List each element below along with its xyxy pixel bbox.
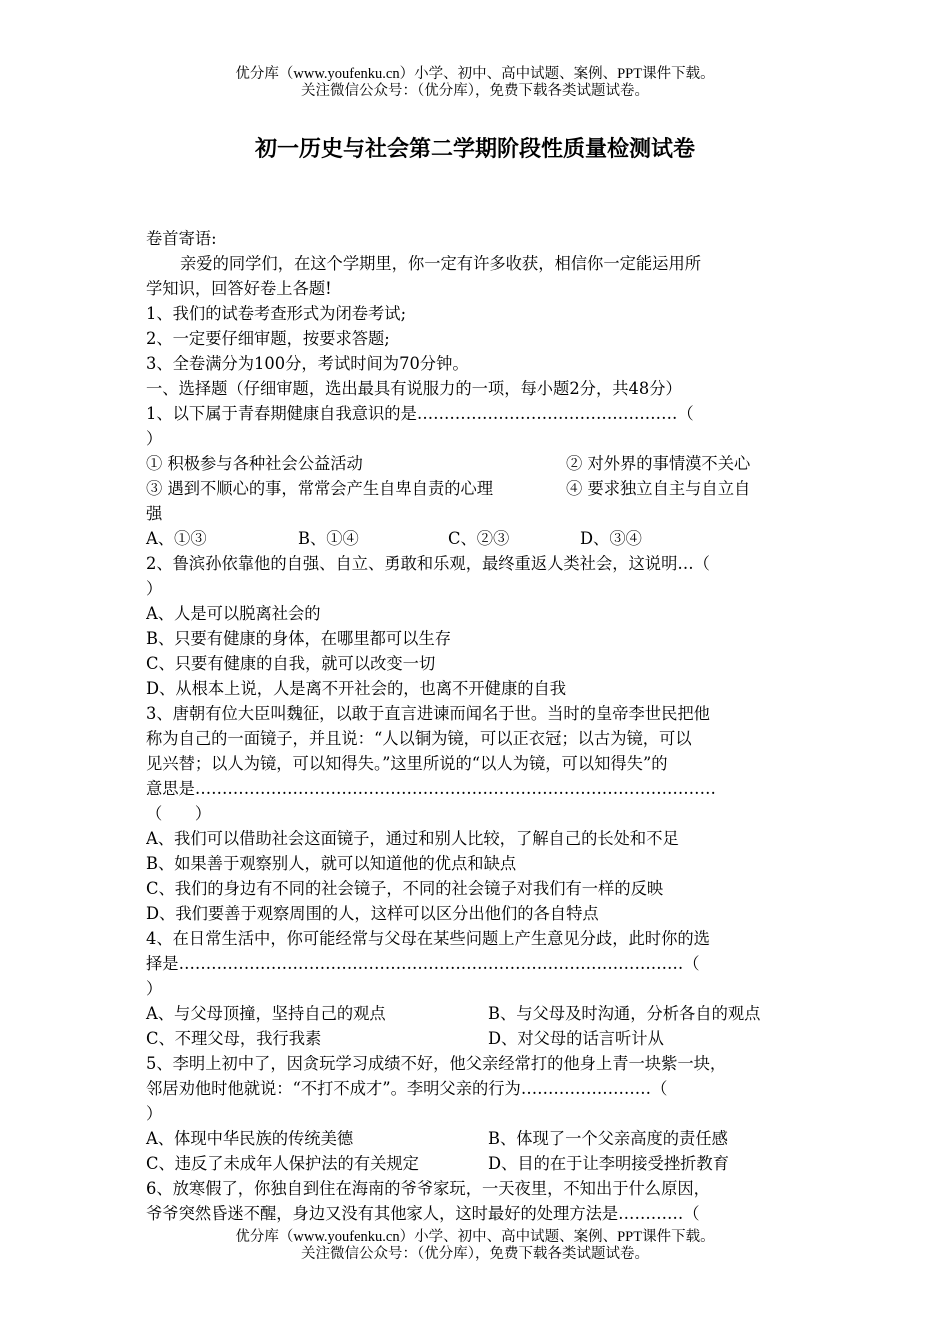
q3-option-b: B、如果善于观察别人，就可以知道他的优点和缺点 xyxy=(146,854,517,873)
q3-stem-line-5: （ ） xyxy=(146,804,212,823)
q3-option-a: A、我们可以借助社会这面镜子，通过和别人比较，了解自己的长处和不足 xyxy=(146,829,679,848)
q5-option-a: A、体现中华民族的传统美德 xyxy=(146,1129,354,1148)
q4-stem-line-1: 4、在日常生活中，你可能经常与父母在某些问题上产生意见分歧，此时你的选 xyxy=(146,929,710,948)
q1-stem-end: ） xyxy=(146,429,163,448)
intro-paragraph-line-2: 学知识，回答好卷上各题! xyxy=(146,279,332,298)
q6-stem-line-2: 爷爷突然昏迷不醒，身边又没有其他家人，这时最好的处理方法是…………（ xyxy=(146,1204,700,1223)
intro-paragraph-line-1: 亲爱的同学们，在这个学期里，你一定有许多收获，相信你一定能运用所 xyxy=(180,254,702,273)
q1-option-d: D、③④ xyxy=(580,529,642,548)
q4-stem-line-2: 择是…………………………………………………………………………………（ xyxy=(146,954,700,973)
q4-stem-line-3: ） xyxy=(146,979,163,998)
q1-stem: 1、以下属于青春期健康自我意识的是…………………………………………（ xyxy=(146,404,694,423)
q3-stem-line-2: 称为自己的一面镜子，并且说：“人以铜为镜，可以正衣冠；以古为镜，可以 xyxy=(146,729,692,748)
q5-option-b: B、体现了一个父亲高度的责任感 xyxy=(488,1129,728,1148)
q1-option-c: C、②③ xyxy=(448,529,510,548)
q1-item-3: ③ 遇到不顺心的事，常常会产生自卑自责的心理 xyxy=(146,479,494,498)
q5-option-d: D、目的在于让李明接受挫折教育 xyxy=(488,1154,729,1173)
q2-stem-end: ） xyxy=(146,579,163,598)
q1-items-row-1 xyxy=(146,451,814,476)
rule-3: 3、全卷满分为100分，考试时间为70分钟。 xyxy=(146,354,469,373)
q5-stem-line-2: 邻居劝他时他就说：“不打不成才”。李明父亲的行为……………………（ xyxy=(146,1079,668,1098)
q5-options-row-2 xyxy=(146,1151,814,1176)
q1-items-row-2 xyxy=(146,476,814,501)
q1-item-1: ① 积极参与各种社会公益活动 xyxy=(146,454,363,473)
q2-option-d: D、从根本上说，人是离不开社会的，也离不开健康的自我 xyxy=(146,679,567,698)
rule-1: 1、我们的试卷考查形式为闭卷考试; xyxy=(146,304,407,323)
q1-option-a: A、①③ xyxy=(146,529,207,548)
q4-options-row-1 xyxy=(146,1001,814,1026)
q3-stem-line-3: 见兴替；以人为镜，可以知得失。”这里所说的“以人为镜，可以知得失”的 xyxy=(146,754,668,773)
q4-option-c: C、不理父母，我行我素 xyxy=(146,1029,322,1048)
rule-2: 2、一定要仔细审题，按要求答题; xyxy=(146,329,390,348)
page-title: 初一历史与社会第二学期阶段性质量检测试卷 xyxy=(254,137,695,162)
q2-option-b: B、只要有健康的身体，在哪里都可以生存 xyxy=(146,629,452,648)
page-header xyxy=(0,66,950,100)
page-footer xyxy=(0,1229,950,1263)
footer-line-2: 关注微信公众号：（优分库），免费下载各类试题试卷。 xyxy=(301,1246,649,1262)
q4-option-b: B、与父母及时沟通，分析各自的观点 xyxy=(488,1004,761,1023)
q3-option-c: C、我们的身边有不同的社会镜子，不同的社会镜子对我们有一样的反映 xyxy=(146,879,664,898)
header-line-2: 关注微信公众号：（优分库），免费下载各类试题试卷。 xyxy=(301,83,649,99)
q5-options-row-1 xyxy=(146,1126,814,1151)
q6-stem-line-1: 6、放寒假了，你独自到住在海南的爷爷家玩，一天夜里，不知出于什么原因， xyxy=(146,1179,710,1198)
q2-option-a: A、人是可以脱离社会的 xyxy=(146,604,321,623)
q5-stem-line-3: ） xyxy=(146,1104,163,1123)
q3-stem-line-1: 3、唐朝有位大臣叫魏征，以敢于直言进谏而闻名于世。当时的皇帝李世民把他 xyxy=(146,704,710,723)
q2-option-c: C、只要有健康的自我，就可以改变一切 xyxy=(146,654,436,673)
exam-body xyxy=(146,226,814,1226)
q3-option-d: D、我们要善于观察周围的人，这样可以区分出他们的各自特点 xyxy=(146,904,599,923)
q4-option-d: D、对父母的话言听计从 xyxy=(488,1029,664,1048)
q1-item-4-end: 强 xyxy=(146,504,163,523)
q5-stem-line-1: 5、李明上初中了，因贪玩学习成绩不好，他父亲经常打的他身上青一块紫一块， xyxy=(146,1054,727,1073)
q4-option-a: A、与父母顶撞，坚持自己的观点 xyxy=(146,1004,386,1023)
q1-item-2: ② 对外界的事情漠不关心 xyxy=(566,454,751,473)
header-line-1: 优分库（www.youfenku.cn）小学、初中、高中试题、案例、PPT课件下载。 xyxy=(235,66,715,82)
q1-item-4: ④ 要求独立自主与自立自 xyxy=(566,479,751,498)
q2-stem: 2、鲁滨孙依靠他的自强、自立、勇敢和乐观，最终重返人类社会，这说明…（ xyxy=(146,554,710,573)
q5-option-c: C、违反了未成年人保护法的有关规定 xyxy=(146,1154,419,1173)
q3-stem-line-4: 意思是…………………………………………………………………………………… xyxy=(146,779,716,798)
footer-line-1: 优分库（www.youfenku.cn）小学、初中、高中试题、案例、PPT课件下载。 xyxy=(235,1229,715,1245)
q1-options xyxy=(146,526,814,551)
q1-option-b: B、①④ xyxy=(298,529,359,548)
q4-options-row-2 xyxy=(146,1026,814,1051)
intro-heading: 卷首寄语: xyxy=(146,229,217,248)
section-1-heading: 一、选择题（仔细审题，选出最具有说服力的一项，每小题2分，共48分） xyxy=(146,379,682,398)
